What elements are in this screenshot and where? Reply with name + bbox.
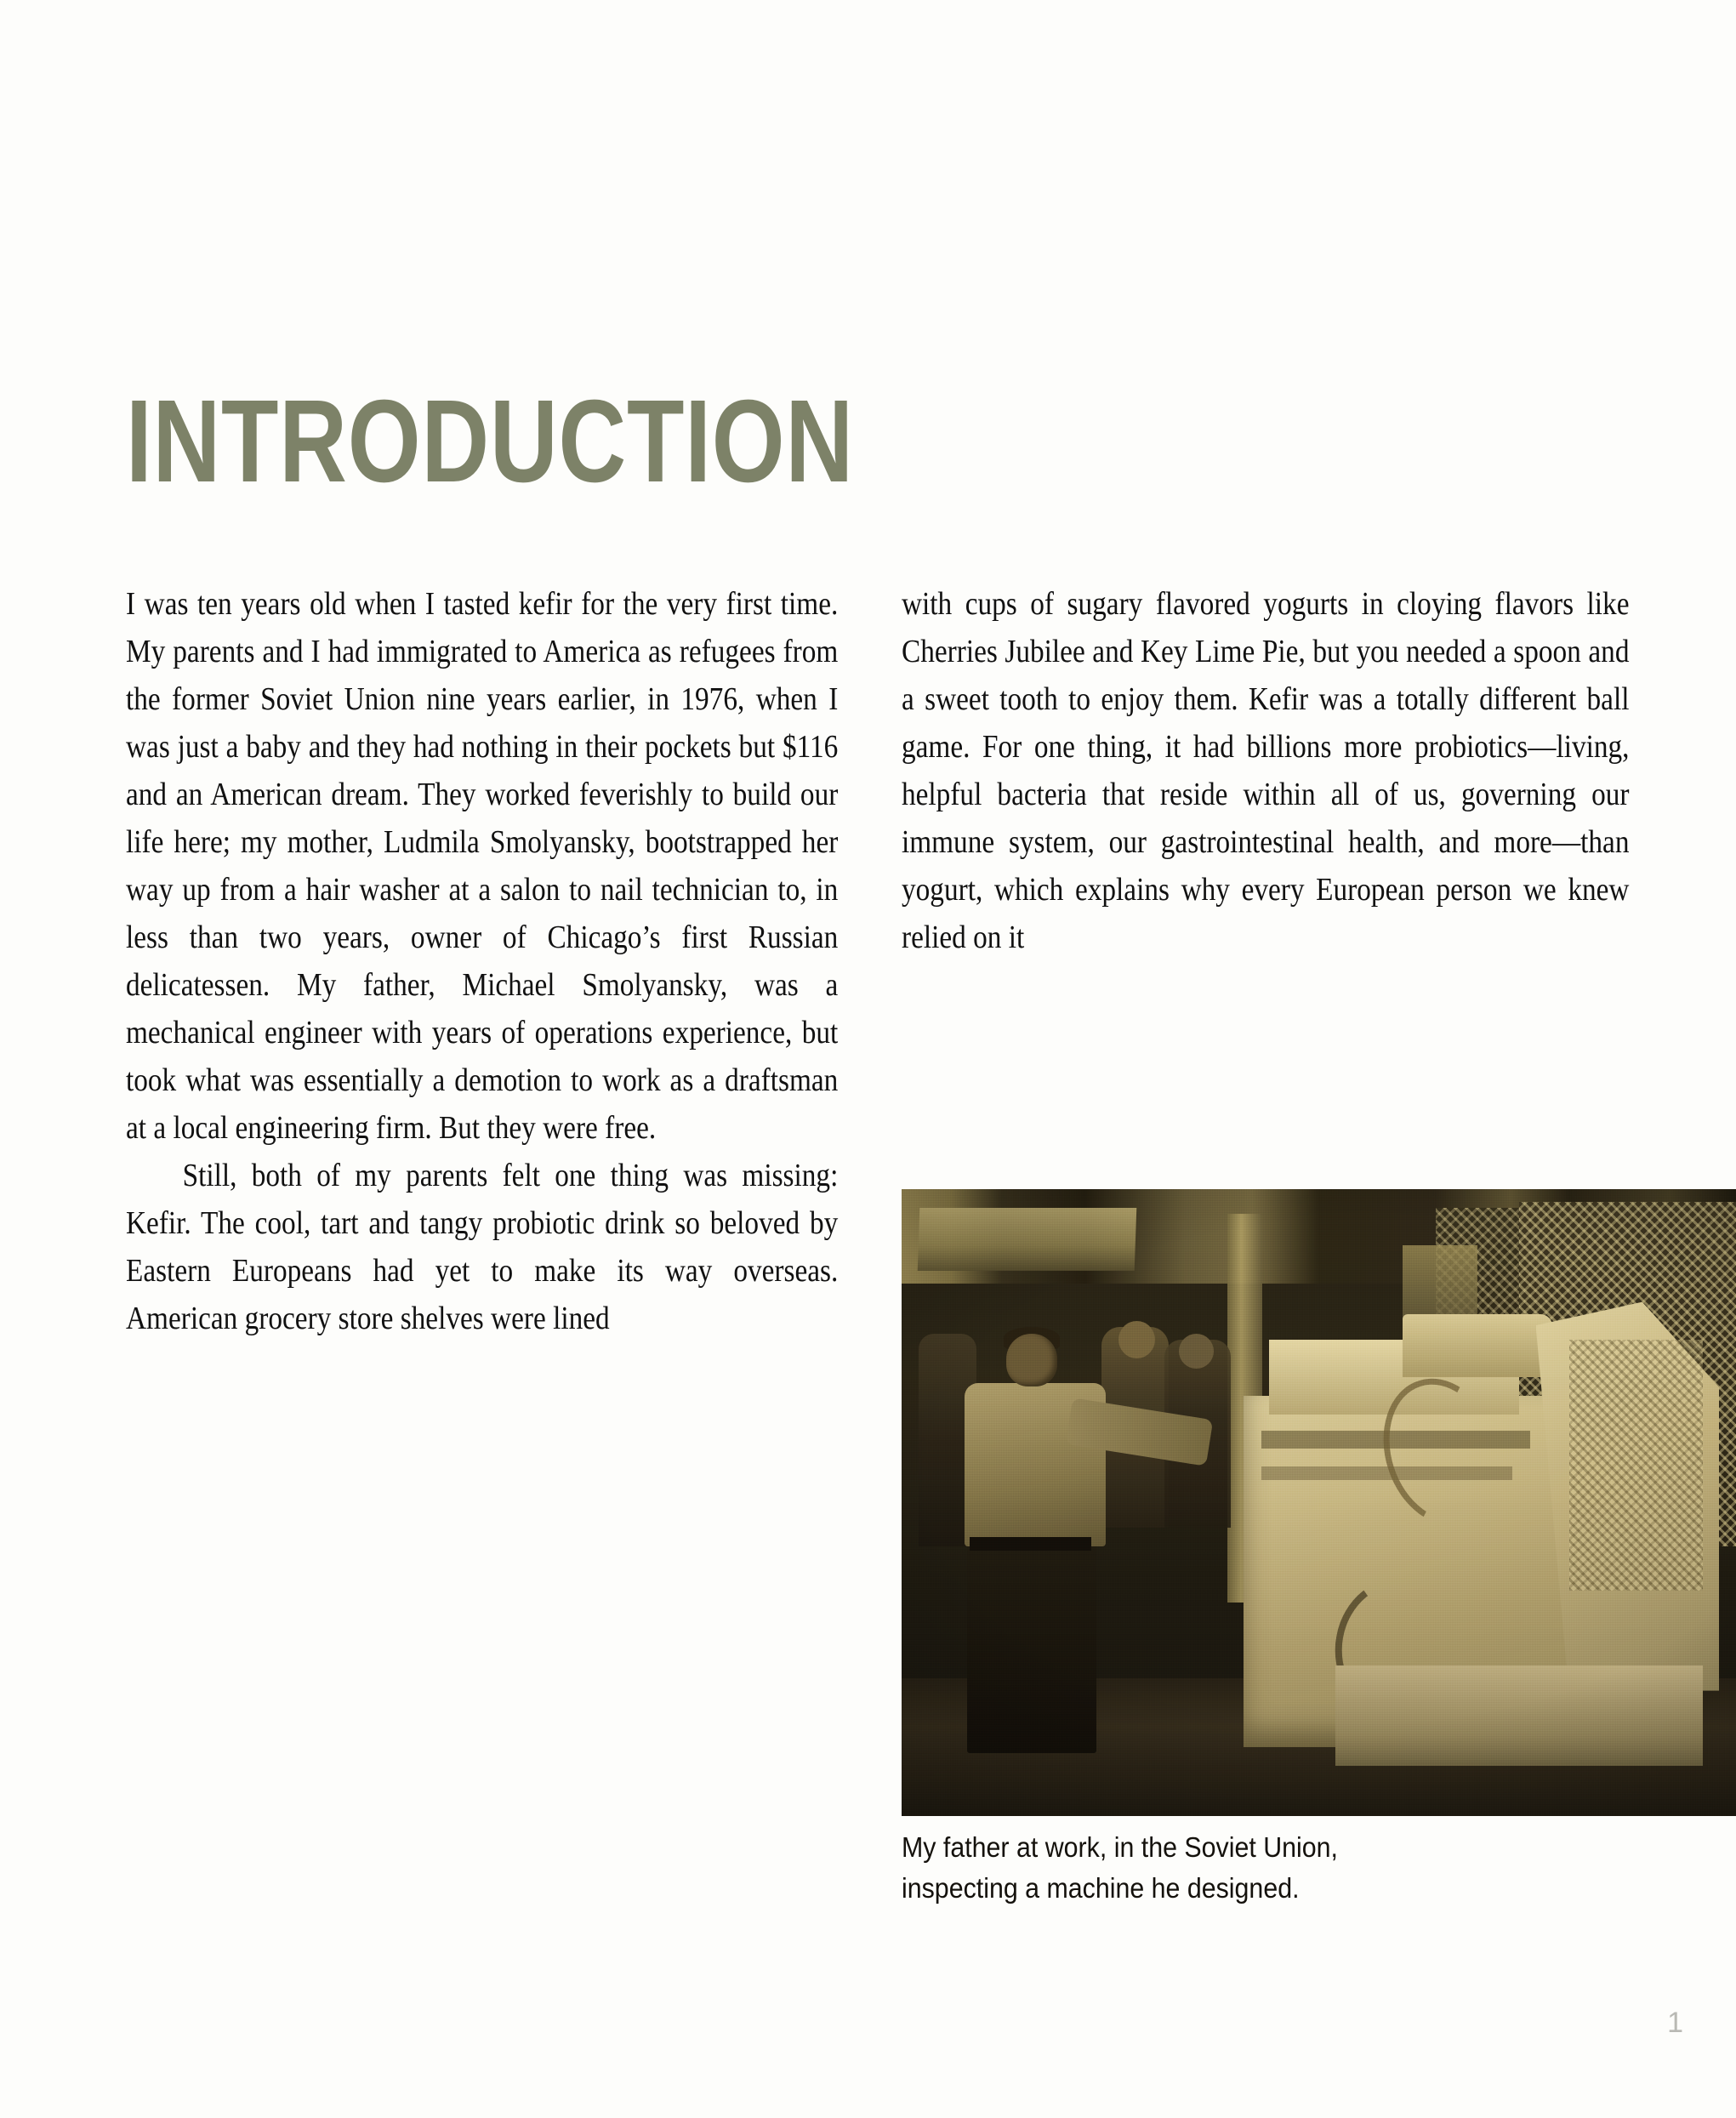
photograph: [902, 1189, 1736, 1816]
photo-machine-base: [1335, 1665, 1703, 1766]
photo-light-panel: [917, 1208, 1136, 1271]
photo-worker-belt: [970, 1537, 1090, 1551]
photo-person-behind-b-head: [1179, 1334, 1214, 1369]
photo-machine-guard-mesh: [1569, 1340, 1703, 1591]
photo-worker-head: [1006, 1334, 1058, 1387]
caption-line: My father at work, in the Soviet Union,: [902, 1831, 1338, 1863]
paragraph: with cups of sugary flavored yogurts in cloying flavors like Cherries Jubilee and Key Lime Pie, but you needed a spoon and a sweet tooth to enjoy them. Kefir was a totally different ball game. For one thing, it had billions more probiotics—living, helpful bacteria that reside within all of us, governing our immune system, our gastrointestinal health, and more—than yogurt, which explains why every European person we knew relied on it: [902, 586, 1630, 955]
body-column-right: [902, 580, 1629, 961]
figure-photo: [902, 1189, 1736, 1816]
body-column-left: [126, 580, 838, 1342]
caption-line: inspecting a machine he designed.: [902, 1872, 1300, 1904]
paragraph: I was ten years old when I tasted kefir for the very first time. My parents and I had immigrated to America as refugees from the former Soviet Union nine years earlier, in 1976, when I was just a baby and they had nothing in their pockets but $116 and an American dream. They worked feverishly to build our life here; my mother, Ludmila Smolyansky, bootstrapped her way up from a hair washer at a salon to nail technician to, in less than two years, owner of Chicago’s first Russian delicatessen. My father, Michael Smolyansky, was a mechanical engineer with years of operations experience, but took what was essentially a demotion to work as a draftsman at a local engineering firm. But they were free.: [126, 586, 839, 1146]
page-number: 1: [1667, 2007, 1683, 2039]
photo-worker-legs: [967, 1540, 1096, 1754]
figure-caption: [902, 1827, 1512, 1909]
paragraph: Still, both of my parents felt one thing was missing: Kefir. The cool, tart and tangy probiotic drink so beloved by Eastern Europeans had yet to make its way overseas. American grocery store shelves were lined: [126, 1158, 839, 1336]
page-title: INTRODUCTION: [126, 376, 854, 508]
photo-person-behind-a-head: [1118, 1321, 1155, 1358]
photo-machine-motor-housing: [1403, 1314, 1553, 1377]
